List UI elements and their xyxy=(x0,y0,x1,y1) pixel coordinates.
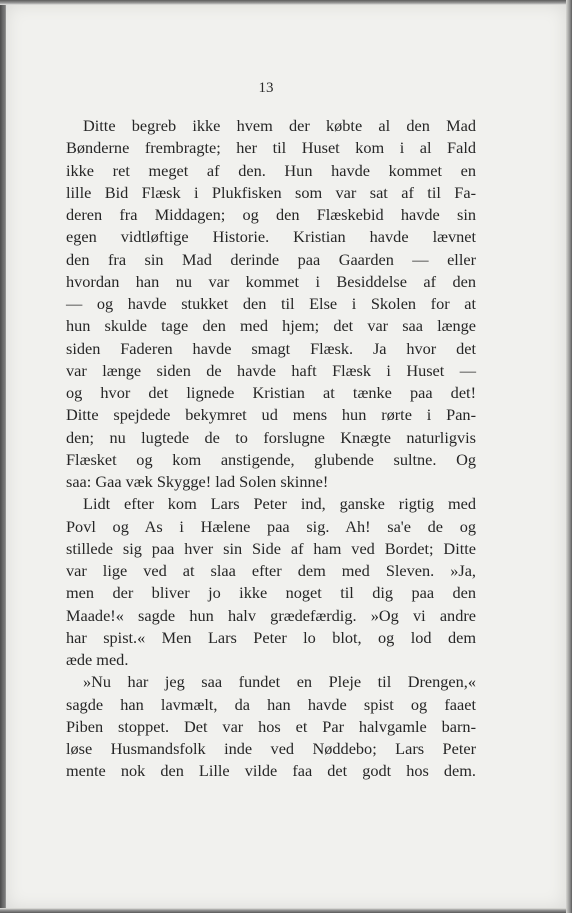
text-line: og hvor det lignede Kristian at tænke paa det! xyxy=(66,383,476,402)
text-line: Lidt efter kom Lars Peter ind, ganske rigtig med xyxy=(83,494,476,514)
text-line: hun skulde tage den med hjem; det var saa længe xyxy=(66,316,476,336)
text-line: hvordan han nu var kommet i Besiddelse af den xyxy=(66,271,476,291)
text-line: mente nok den Lille vilde faa det godt hos dem. xyxy=(66,761,476,781)
text-line: den; nu lugtede de to forslugne Knægte naturligvis xyxy=(66,427,476,447)
right-page-edge xyxy=(566,0,572,913)
text-line: men der bliver jo ikke noget til dig paa den xyxy=(66,583,476,603)
text-line: var længe siden de havde haft Flæsk i Huset — xyxy=(66,360,476,380)
text-line: — og havde stukket den til Else i Skolen for at xyxy=(66,294,476,313)
text-line: var lige ved at slaa efter dem med Sleven. »Ja, xyxy=(66,561,476,580)
text-line: Maade!« sagde hun halv grædefærdig. »Og vi andre xyxy=(66,605,476,625)
text-line: Flæsket og kom anstigende, glubende sultne. Og xyxy=(66,449,476,469)
text-line: deren fra Middagen; og den Flæskebid havde sin xyxy=(66,205,476,224)
body-text xyxy=(66,115,476,783)
bottom-page-edge xyxy=(0,908,572,913)
text-line: saa: Gaa væk Skygge! lad Solen skinne! xyxy=(66,472,329,491)
text-line: Ditte begreb ikke hvem der købte al den Mad xyxy=(83,116,476,135)
text-line: Povl og As i Hælene paa sig. Ah! sa'e de og xyxy=(66,516,476,536)
top-page-edge xyxy=(0,0,572,5)
text-line: Ditte spejdede bekymret ud mens hun rørte i Pan- xyxy=(66,405,476,425)
text-line: »Nu har jeg saa fundet en Pleje til Drengen,« xyxy=(83,672,476,692)
text-line: sagde han lavmælt, da han havde spist og faaet xyxy=(66,694,476,714)
text-line: den fra sin Mad derinde paa Gaarden — eller xyxy=(66,249,476,269)
page-number: 13 xyxy=(258,80,274,96)
book-page xyxy=(6,4,566,909)
text-line: æde med. xyxy=(66,650,129,669)
text-line: siden Faderen havde smagt Flæsk. Ja hvor det xyxy=(66,338,476,358)
text-line: har spist.« Men Lars Peter lo blot, og lod dem xyxy=(66,627,476,647)
text-line: Bønderne frembragte; her til Huset kom i al Fald xyxy=(66,138,476,158)
text-line: stillede sig paa hver sin Side af ham ved Bordet; Ditte xyxy=(66,538,476,558)
text-line: egen vidtløftige Historie. Kristian havde lævnet xyxy=(66,227,476,247)
text-line: ikke ret meget af den. Hun havde kommet en xyxy=(66,160,476,180)
text-line: lille Bid Flæsk i Plukfisken som var sat af til Fa- xyxy=(66,182,476,202)
text-line: løse Husmandsfolk inde ved Nøddebo; Lars Peter xyxy=(66,739,476,758)
text-line: Piben stoppet. Det var hos et Par halvgamle barn- xyxy=(66,716,476,736)
